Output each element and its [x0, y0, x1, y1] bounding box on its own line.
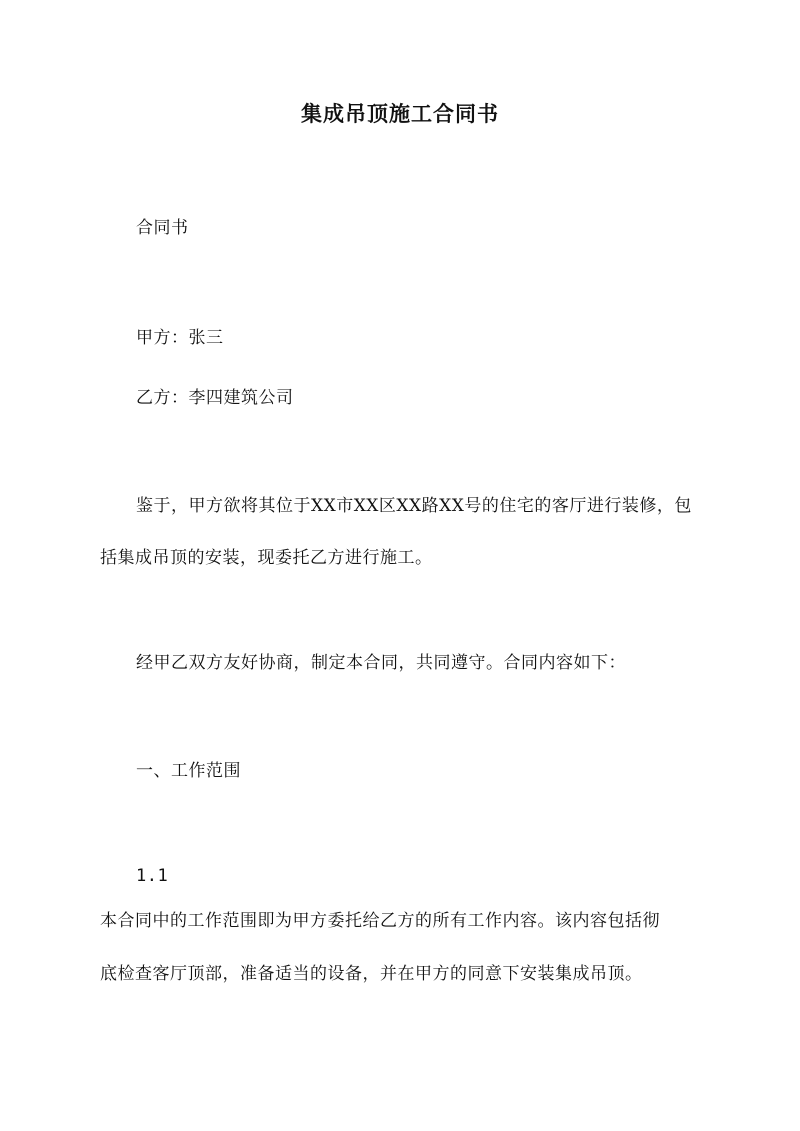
clause-number: 1.1	[136, 866, 169, 886]
recital-line-1: 鉴于，甲方欲将其位于XX市XX区XX路XX号的住宅的客厅进行装修，包	[136, 496, 692, 516]
document-title: 集成吊顶施工合同书	[301, 101, 499, 126]
section-1-heading: 一、工作范围	[136, 761, 241, 781]
party-b-line: 乙方：李四建筑公司	[136, 388, 294, 408]
party-a-line: 甲方：张三	[136, 328, 224, 348]
clause-line-1: 本合同中的工作范围即为甲方委托给乙方的所有工作内容。该内容包括彻	[100, 911, 660, 931]
contract-heading: 合同书	[136, 218, 189, 238]
agreement-paragraph: 经甲乙双方友好协商，制定本合同，共同遵守。合同内容如下：	[136, 653, 626, 673]
recital-line-2: 括集成吊顶的安装，现委托乙方进行施工。	[100, 548, 433, 568]
clause-line-2: 底检查客厅顶部，准备适当的设备，并在甲方的同意下安装集成吊顶。	[100, 964, 643, 984]
